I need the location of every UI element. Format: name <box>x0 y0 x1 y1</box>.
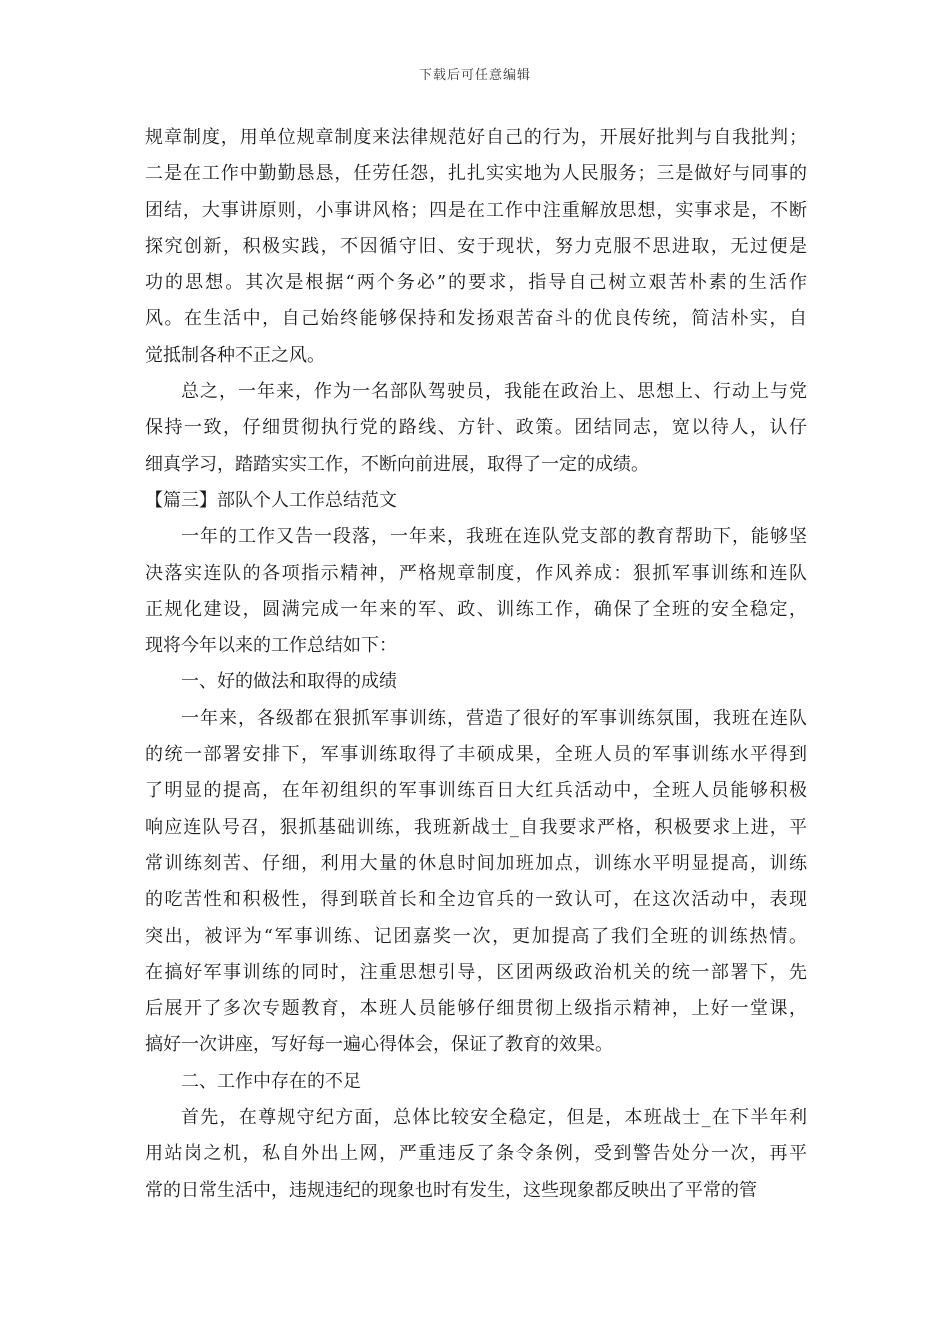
text-line: 觉抵制各种不正之风。 <box>145 344 325 366</box>
document-body <box>145 120 807 1209</box>
text-line: 团结，大事讲原则，小事讲风格；四是在工作中注重解放思想，实事求是，不断 <box>145 199 807 221</box>
paragraph <box>145 1100 807 1209</box>
text-line: 总之，一年来，作为一名部队驾驶员，我能在政治上、思想上、行动上与党 <box>181 381 807 403</box>
text-line: 细真学习，踏踏实实工作，不断向前进展，取得了一定的成绩。 <box>145 453 649 475</box>
text-line: 一年来，各级都在狠抓军事训练，营造了很好的军事训练氛围，我班在连队 <box>181 707 807 729</box>
text-line: 规章制度，用单位规章制度来法律规范好自己的行为，开展好批判与自我批判； <box>145 127 807 148</box>
paragraph <box>145 1064 807 1100</box>
text-line: 的吃苦性和积极性，得到联首长和全边官兵的一致认可，在这次活动中，表现 <box>145 889 807 911</box>
text-line: 用站岗之机，私自外出上网，严重违反了条令条例，受到警告处分一次，再平 <box>145 1143 807 1165</box>
text-line: 决落实连队的各项指示精神，严格规章制度，作风养成：狠抓军事训练和连队 <box>145 562 807 584</box>
text-line: 常的日常生活中，违规违纪的现象也时有发生，这些现象都反映出了平常的管 <box>145 1179 757 1201</box>
paragraph <box>145 701 807 1064</box>
text-line: 突出，被评为“军事训练、记团嘉奖一次，更加提高了我们全班的训练热情。 <box>145 925 807 947</box>
text-line: 在搞好军事训练的同时，注重思想引导，区团两级政治机关的统一部署下，先 <box>145 961 807 983</box>
text-line: 保持一致，仔细贯彻执行党的路线、方针、政策。团结同志，宽以待人，认仔 <box>145 417 807 439</box>
page-header: 下载后可任意编辑 <box>418 68 531 83</box>
text-line: 了明显的提高，在年初组织的军事训练百日大红兵活动中，全班人员能够积极 <box>145 780 807 802</box>
text-line: 功的思想。其次是根据“两个务必”的要求，指导自己树立艰苦朴素的生活作 <box>145 272 807 294</box>
text-line: 后展开了多次专题教育，本班人员能够仔细贯彻上级指示精神，上好一堂课， <box>145 998 807 1020</box>
text-line: 二、工作中存在的不足 <box>181 1070 361 1092</box>
text-line: 首先，在尊规守纪方面，总体比较安全稳定，但是，本班战士_在下半年利 <box>181 1107 807 1129</box>
text-line: 【篇三】部队个人工作总结范文 <box>145 489 397 511</box>
paragraph <box>145 374 807 483</box>
paragraph <box>145 483 807 519</box>
text-line: 二是在工作中勤勤恳恳，任劳任怨，扎扎实实地为人民服务；三是做好与同事的 <box>145 163 807 185</box>
text-line: 搞好一次讲座，写好每一遍心得体会，保证了教育的效果。 <box>145 1034 613 1056</box>
paragraph <box>145 120 807 374</box>
text-line: 现将今年以来的工作总结如下： <box>145 635 397 657</box>
text-line: 一年的工作又告一段落，一年来，我班在连队党支部的教育帮助下，能够坚 <box>181 526 807 548</box>
text-line: 响应连队号召，狠抓基础训练，我班新战士_自我要求严格，积极要求上进，平 <box>145 816 807 838</box>
text-line: 的统一部署安排下，军事训练取得了丰硕成果，全班人员的军事训练水平得到 <box>145 744 807 766</box>
text-line: 一、好的做法和取得的成绩 <box>181 671 397 693</box>
text-line: 正规化建设，圆满完成一年来的军、政、训练工作，确保了全班的安全稳定， <box>145 598 807 620</box>
paragraph <box>145 519 807 664</box>
text-line: 探究创新，积极实践，不因循守旧、安于现状，努力克服不思进取，无过便是 <box>145 235 807 257</box>
text-line: 风。在生活中，自己始终能够保持和发扬艰苦奋斗的优良传统，简洁朴实，自 <box>145 308 807 330</box>
text-line: 常训练刻苦、仔细，利用大量的休息时间加班加点，训练水平明显提高，训练 <box>145 852 807 874</box>
paragraph <box>145 664 807 700</box>
